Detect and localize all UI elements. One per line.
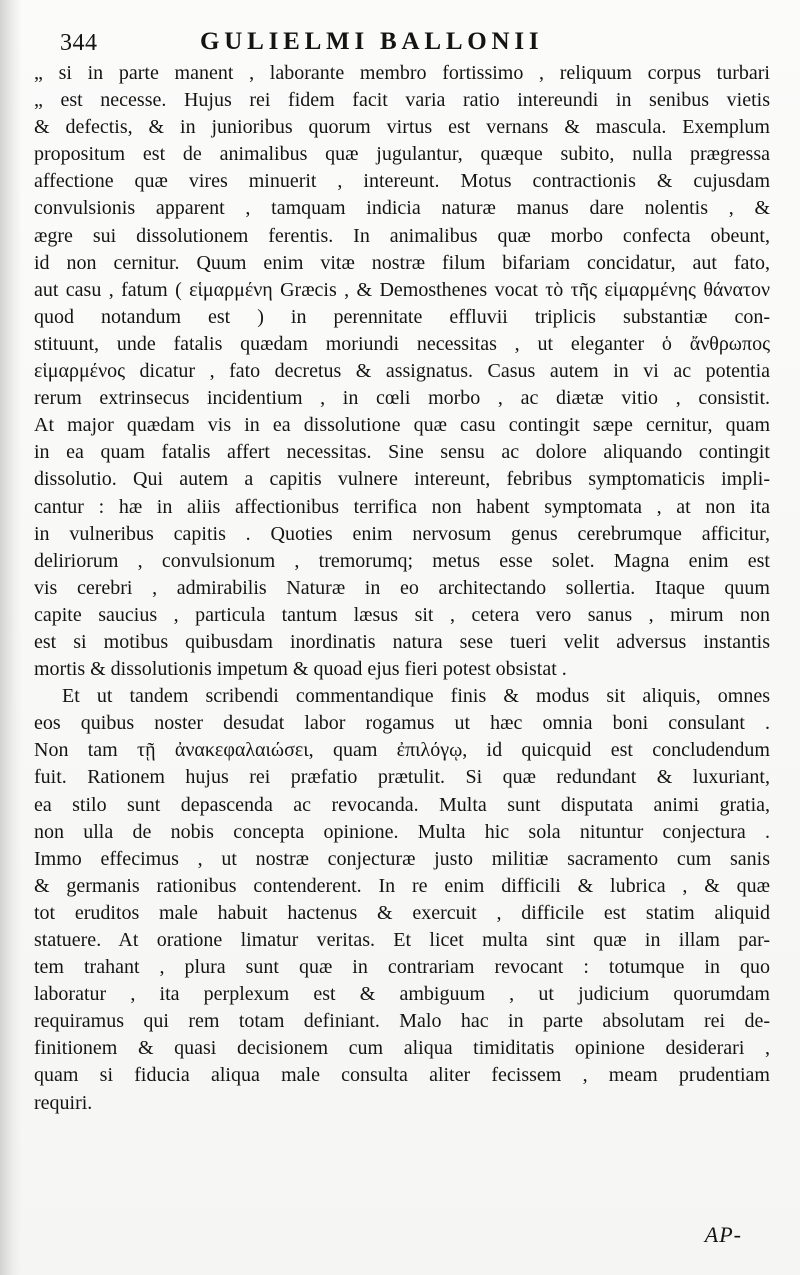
catchword: AP- [704,1222,742,1247]
text-line: ægre sui dissolutionem ferentis. In animalibus quæ morbo confecta obeunt, [34,224,770,247]
page-header [0,22,800,62]
text-line: est si motibus quibusdam inordinatis natura sese tueri velit adversus instantis [34,630,770,653]
text-line: affectione quæ vires minuerit , intereunt. Motus contractionis & cujusdam [34,170,770,193]
text-line: „ est necesse. Hujus rei fidem facit varia ratio intereundi in senibus vietis [34,89,770,112]
text-line: quod notandum est ) in perennitate effluvii triplicis substantiæ con- [34,305,770,328]
text-line: tem trahant , plura sunt quæ in contrariam revocant : totumque in quo [34,956,770,979]
text-line: non ulla de nobis concepta opinione. Multa hic sola nituntur conjectura . [34,820,770,843]
text-line: finitionem & quasi decisionem cum aliqua timiditatis opinione desiderari , [34,1037,770,1060]
text-line: stituunt, unde fatalis quædam moriundi necessitas , ut eleganter ὁ ἄνθρωπος [34,332,770,355]
text-line: „ si in parte manent , laborante membro fortissimo , reliquum corpus turbari [34,62,770,84]
text-line: capite saucius , particula tantum læsus sit , cetera vero sanus , mirum non [34,603,770,626]
text-line: Immo effecimus , ut nostræ conjecturæ justo militiæ sacramento cum sanis [34,847,770,870]
text-line: eos quibus noster desudat labor rogamus ut hæc omnia boni consulant . [34,712,770,735]
body-text [34,60,770,1117]
text-line: convulsionis apparent , tamquam indicia naturæ manus dare nolentis , & [34,197,770,220]
text-line: requiramus qui rem totam definiant. Malo hac in parte absolutam rei de- [34,1010,770,1033]
text-line: statuere. At oratione limatur veritas. Et licet multa sint quæ in illam par- [34,929,770,951]
text-line: aut casu , fatum ( εἱμαρμένη Græcis , & Demosthenes vocat τὸ τῆς εἱμαρμένης θάνατον [34,278,770,301]
text-line: in vulneribus capitis . Quoties enim nervosum genus cerebrumque afficitur, [34,522,770,545]
text-line: At major quædam vis in ea dissolutione quæ casu contingit sæpe cernitur, quam [34,414,770,437]
text-line: ea stilo sunt depascenda ac revocanda. Multa sunt disputata animi gratia, [34,793,770,816]
text-line: rerum extrinsecus incidentium , in cœli morbo , ac diætæ vitio , consistit. [34,387,770,410]
text-line: laboratur , ita perplexum est & ambiguum , ut judicium quorumdam [34,983,770,1006]
text-line: & defectis, & in junioribus quorum virtus est vernans & mascula. Exemplum [34,116,770,139]
bleed-through [60,1042,780,1063]
text-line: Non tam τῇ ἀνακεφαλαιώσει, quam ἐπιλόγῳ, id quicquid est concludendum [34,739,770,762]
text-line: quam si fiducia aliqua male consulta aliter fecissem , meam prudentiam [34,1064,770,1087]
text-line: εἱμαρμένος dicatur , fato decretus & assignatus. Casus autem in vi ac potentia [34,360,770,383]
text-line: & germanis rationibus contenderent. In re enim difficili & lubrica , & quæ [34,874,770,897]
text-line: fuit. Rationem hujus rei præfatio prætulit. Si quæ redundant & luxuriant, [34,766,770,789]
text-line: deliriorum , convulsionum , tremorumq; metus esse solet. Magna enim est [34,549,770,572]
text-line: Et ut tandem scribendi commentandique finis & modus sit aliquis, omnes [62,685,770,708]
text-line: tot eruditos male habuit hactenus & exercuit , difficile est statim aliquid [34,901,770,924]
text-line: vis cerebri , admirabilis Naturæ in eo architectando sollertia. Itaque quum [34,576,770,599]
running-head: GULIELMI BALLONII [200,28,544,55]
text-line: in ea quam fatalis affert necessitas. Sine sensu ac dolore aliquando contingit [34,441,770,464]
page-number: 344 [60,30,98,56]
text-line: propositum est de animalibus quæ jugulantur, quæque subito, nulla prægressa [34,143,770,166]
binding-shadow [0,0,22,1275]
text-line: mortis & dissolutionis impetum & quoad ejus fieri potest obsistat . [34,658,567,681]
text-line: id non cernitur. Quum enim vitæ nostræ filum bifariam concidatur, aut fato, [34,251,770,274]
bleed-through-stroke [60,1042,780,1063]
text-line: requiri. [34,1091,93,1114]
text-line: cantur : hæ in aliis affectionibus terrifica non habent symptomata , at non ita [34,495,770,518]
text-line: dissolutio. Qui autem a capitis vulnere intereunt, febribus symptomaticis impli- [34,468,770,491]
